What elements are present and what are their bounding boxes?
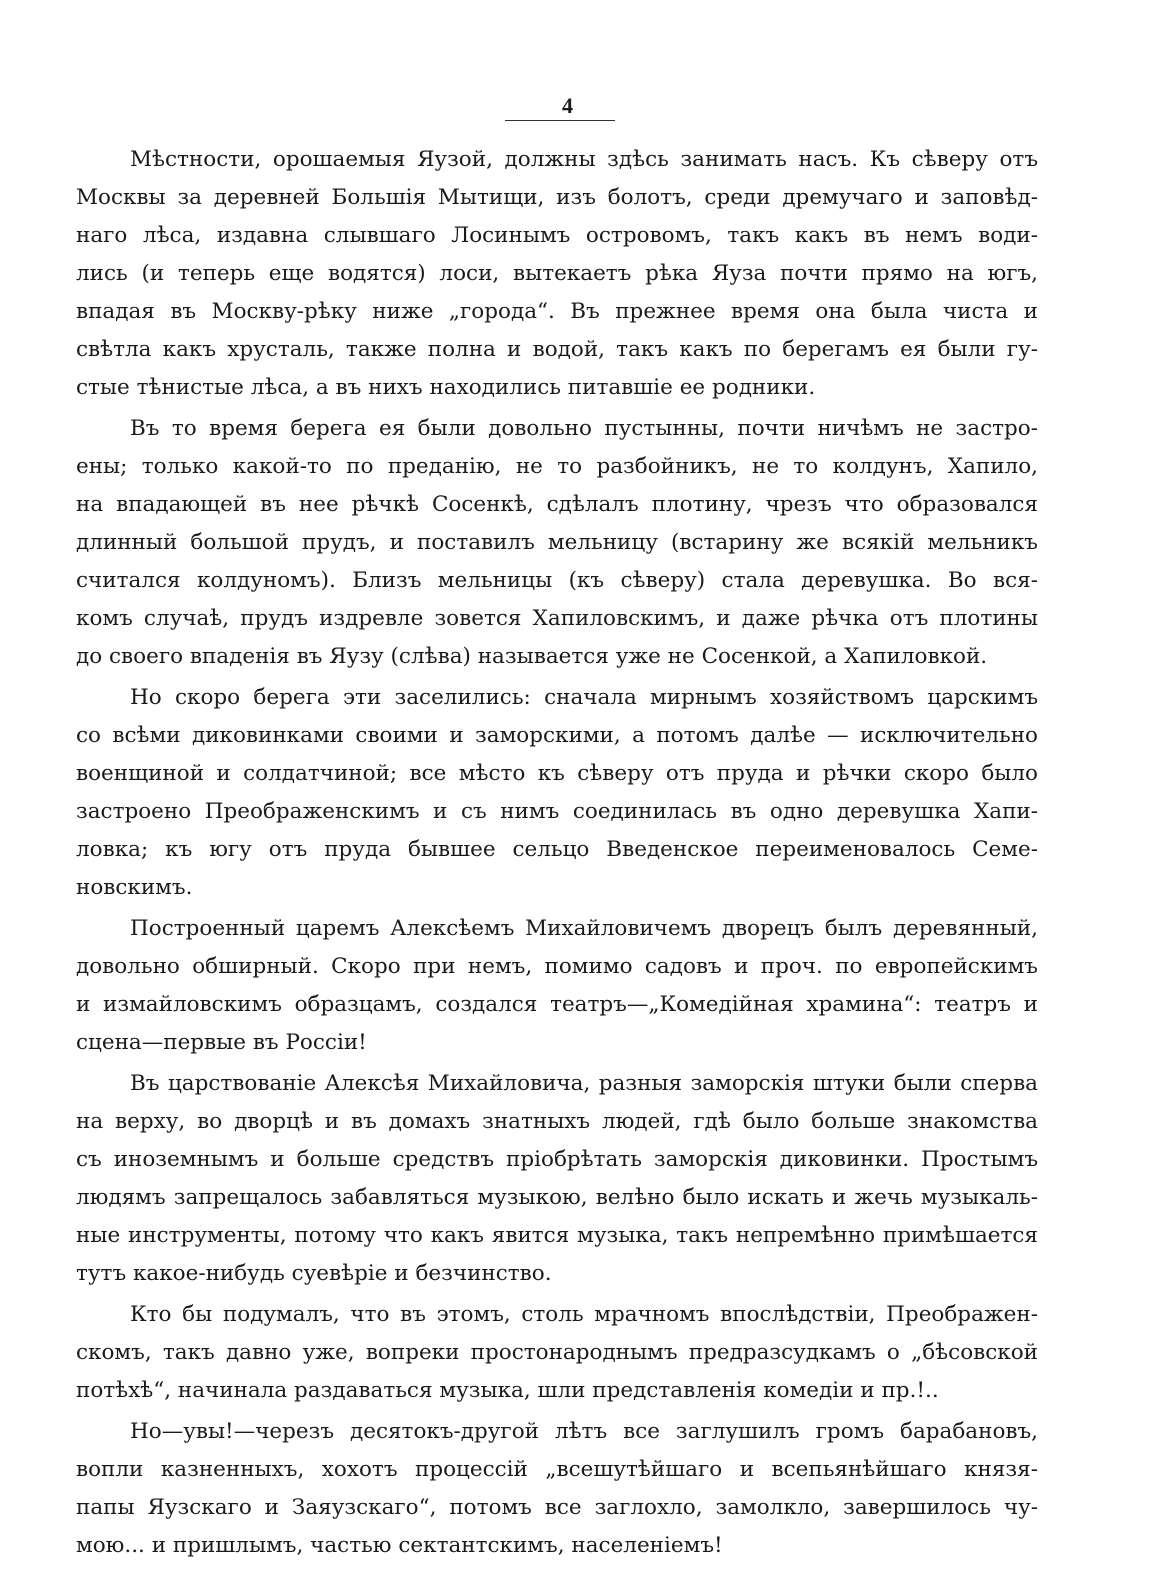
text-line: довольно обширный. Скоро при немъ, помимо садовъ и проч. по европейскимъ <box>76 954 1038 979</box>
text-line: застроено Преображенскимъ и съ нимъ соединилась въ одно деревушка Хапи- <box>76 799 1038 824</box>
paragraph <box>76 410 1038 676</box>
text-line: стые тѣнистые лѣса, а въ нихъ находились питавшіе ее родники. <box>76 375 816 400</box>
text-line: длинный большой прудъ, и поставилъ мельницу (встарину же всякій мельникъ <box>76 530 1038 555</box>
text-line: до своего впаденія въ Яузу (слѣва) называется уже не Сосенкой, а Хапиловкой. <box>76 644 988 669</box>
page-number-rule <box>505 120 615 121</box>
text-line: съ иноземнымъ и больше средствъ пріобрѣтать заморскія диковинки. Простымъ <box>76 1147 1038 1172</box>
text-line: мою... и пришлымъ, частью сектантскимъ, населеніемъ! <box>76 1533 723 1558</box>
text-line: новскимъ. <box>76 875 193 900</box>
text-line: свѣтла какъ хрусталь, также полна и водой, такъ какъ по берегамъ ея были гу- <box>76 337 1038 362</box>
text-line: ные инструменты, потому что какъ явится музыка, такъ непремѣнно примѣшается <box>76 1223 1038 1248</box>
text-line: Москвы за деревней Большія Мытищи, изъ болотъ, среди дремучаго и заповѣд- <box>76 185 1038 210</box>
text-line: комъ случаѣ, прудъ издревле зовется Хапиловскимъ, и даже рѣчка отъ плотины <box>76 606 1038 631</box>
text-line: тутъ какое-нибудь суевѣріе и безчинство. <box>76 1261 552 1286</box>
text-line: скомъ, такъ давно уже, вопреки простонароднымъ предразсудкамъ о „бѣсовской <box>76 1340 1038 1365</box>
paragraph <box>76 910 1038 1062</box>
text-line: ловка; къ югу отъ пруда бывшее сельцо Введенское переименовалось Семе- <box>76 837 1038 862</box>
text-line: Кто бы подумалъ, что въ этомъ, столь мрачномъ впослѣдствіи, Преображен- <box>130 1302 1038 1327</box>
text-line: наго лѣса, издавна слывшаго Лосинымъ островомъ, такъ какъ въ немъ води- <box>76 223 1038 248</box>
paragraph <box>76 1065 1038 1293</box>
text-line: ены; только какой-то по преданію, не то разбойникъ, не то колдунъ, Хапило, <box>76 454 1038 479</box>
paragraph <box>76 679 1038 907</box>
text-line: Въ царствованіе Алексѣя Михайловича, разныя заморскія штуки были сперва <box>130 1071 1038 1096</box>
text-line: Но—увы!—черезъ десятокъ-другой лѣтъ все заглушилъ громъ барабановъ, <box>130 1419 1038 1444</box>
paragraph <box>76 141 1038 407</box>
text-line: на впадающей въ нее рѣчкѣ Сосенкѣ, сдѣлалъ плотину, чрезъ что образовался <box>76 492 1038 517</box>
text-line: вопли казненныхъ, хохотъ процессій „всешутѣйшаго и всепьянѣйшаго князя- <box>76 1457 1038 1482</box>
text-line: на верху, во дворцѣ и въ домахъ знатныхъ людей, гдѣ было больше знакомства <box>76 1109 1038 1134</box>
text-line: военщиной и солдатчиной; все мѣсто къ сѣверу отъ пруда и рѣчки скоро было <box>76 761 1038 786</box>
text-line: Но скоро берега эти заселились: сначала мирнымъ хозяйствомъ царскимъ <box>130 685 1038 710</box>
paragraph <box>76 1296 1038 1410</box>
text-line: и измайловскимъ образцамъ, создался театръ—„Комедійная храмина“: театръ и <box>76 992 1038 1017</box>
text-line: потѣхѣ“, начинала раздаваться музыка, шли представленія комедіи и пр.!.. <box>76 1378 939 1403</box>
text-line: лись (и теперь еще водятся) лоси, вытекаетъ рѣка Яуза почти прямо на югъ, <box>76 261 1038 286</box>
text-line: считался колдуномъ). Близъ мельницы (къ сѣверу) стала деревушка. Во вся- <box>76 568 1038 593</box>
text-line: Мѣстности, орошаемыя Яузой, должны здѣсь занимать насъ. Къ сѣверу отъ <box>130 147 1038 172</box>
text-line: сцена—первые въ Россіи! <box>76 1030 367 1055</box>
page-number: 4 <box>562 93 573 118</box>
paragraph <box>76 1413 1038 1565</box>
text-line: папы Яузскаго и Заяузскаго“, потомъ все заглохло, замолкло, завершилось чу- <box>76 1495 1038 1520</box>
text-line: впадая въ Москву-рѣку ниже „города“. Въ прежнее время она была чиста и <box>76 299 1038 324</box>
text-line: людямъ запрещалось забавляться музыкою, велѣно было искать и жечь музыкаль- <box>76 1185 1038 1210</box>
body-text <box>76 141 1038 1565</box>
text-line: Въ то время берега ея были довольно пустынны, почти ничѣмъ не застро- <box>130 416 1038 441</box>
text-line: Построенный царемъ Алексѣемъ Михайловичемъ дворецъ былъ деревянный, <box>130 916 1038 941</box>
text-line: со всѣми диковинками своими и заморскими, а потомъ далѣе — исключительно <box>76 723 1038 748</box>
